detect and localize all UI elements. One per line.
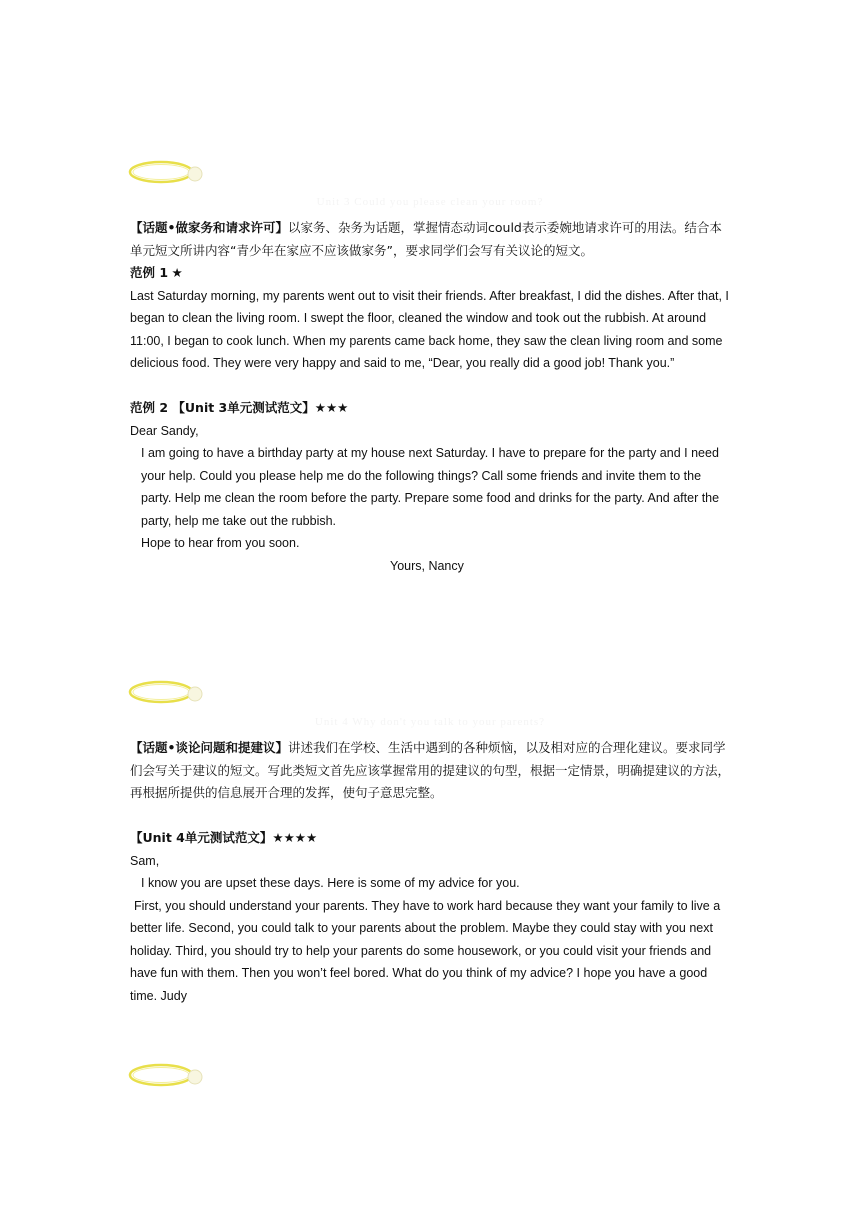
section-unit3 bbox=[130, 217, 734, 577]
letter-opening-line: I know you are upset these days. Here is some of my advice for you. bbox=[141, 876, 520, 890]
ring-ornament-icon bbox=[128, 1061, 206, 1089]
topic-paragraph bbox=[130, 217, 734, 262]
letter-body-text: I am going to have a birthday party at my house next Saturday. I have to prepare for the party and I need your help. Could you please help me do the following things? Call some friends and invite them to the party. Help me clean the room before the party. Prepare some food and drinks for the party. And after the party, help me take out the rubbish. bbox=[141, 446, 720, 528]
letter-salutation: Dear Sandy, bbox=[130, 423, 199, 438]
letter-salutation: Sam, bbox=[130, 853, 160, 868]
topic-tag: 【话题•谈论问题和提建议】 bbox=[130, 740, 288, 755]
letter-body: First, you should understand your parents. They have to work hard because they want your family to live a better life. Second, you could talk to your parents about the problem. Maybe they could stay with you next holiday. Third, you should try to help your parents do some housework, or you could visit your friends and have fun with them. Then you won’t feel bored. What do you think of my advice? I hope you have a good time. Judy bbox=[130, 898, 721, 1003]
rating-stars: ★★★★ bbox=[272, 831, 318, 845]
section-unit4 bbox=[130, 737, 734, 1007]
rating-stars: ★★★ bbox=[314, 401, 349, 415]
rating-stars: ★ bbox=[171, 266, 183, 280]
faint-unit-heading: Unit 3 Could you please clean your room? bbox=[316, 196, 544, 208]
example-label: 范例 2 【Unit 3单元测试范文】 bbox=[130, 400, 315, 415]
letter-body bbox=[130, 442, 734, 532]
topic-paragraph bbox=[130, 737, 734, 805]
example-paragraph: Last Saturday morning, my parents went out to visit their friends. After breakfast, I did the dishes. After that, I began to clean the living room. I swept the floor, cleaned the window and took out the rubbish. At around 11:00, I began to cook lunch. When my parents came back home, they saw the clean living room and some delicious food. They were very happy and said to me, “Dear, you really did a good job! Thank you.” bbox=[130, 288, 729, 370]
example-heading bbox=[130, 262, 734, 285]
topic-tag: 【话题•做家务和请求许可】 bbox=[130, 220, 288, 235]
ring-ornament-icon bbox=[128, 158, 206, 186]
topic-text: 讲述我们在学校、生活中遇到的各种烦恼，以及相对应的合理化建议。要求同学们会写关于建议的短文。写此类短文首先应该掌握常用的提建议的句型，根据一定情景，明确提建议的方法，再根据所提供的信息展开合理的发挥，使句子意思完整。 bbox=[130, 740, 731, 800]
letter-closing: Hope to hear from you soon. bbox=[141, 536, 300, 550]
letter-signature: Yours, Nancy bbox=[390, 558, 464, 573]
example-label: 范例 1 bbox=[130, 265, 169, 280]
topic-text: 以家务、杂务为话题，掌握情态动词could表示委婉地请求许可的用法。结合本单元短文所讲内容“青少年在家应不应该做家务”，要求同学们会写有关议论的短文。 bbox=[130, 220, 722, 258]
example-heading bbox=[130, 397, 734, 420]
ring-ornament-icon bbox=[128, 678, 206, 706]
example-heading bbox=[130, 827, 734, 850]
example-label: 【Unit 4单元测试范文】 bbox=[130, 830, 273, 845]
faint-unit-heading: Unit 4 Why don't you talk to your parents? bbox=[314, 716, 546, 728]
